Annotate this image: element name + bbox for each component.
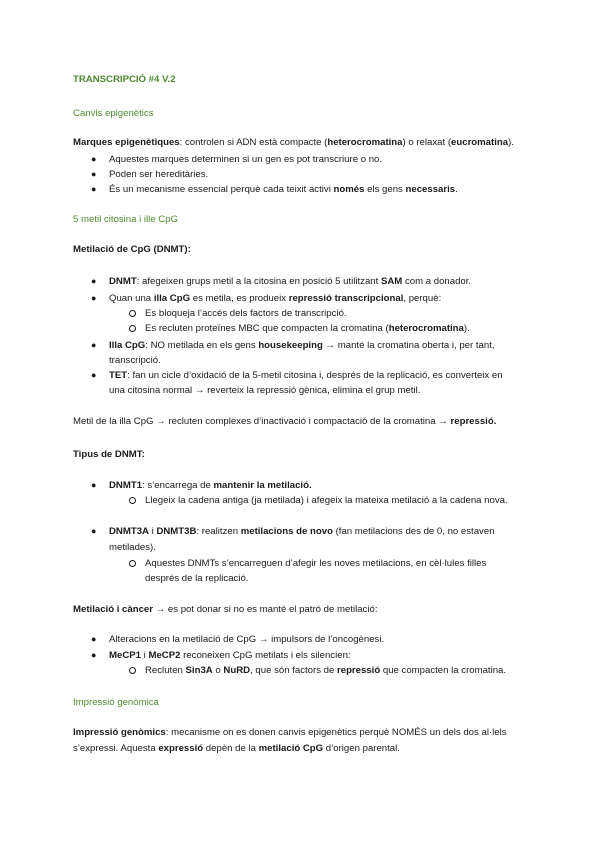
bullet-icon: ●	[91, 184, 97, 194]
dnmt-bullet-4-cont: una citosina normal → reverteix la repressió gènica, elimina el grup metil.	[109, 385, 421, 396]
cancer-sub: Recluten Sin3A o NuRD, que són factors de repressió que compacten la cromatina.	[145, 665, 507, 676]
dnmt1-sub: Llegeix la cadena antiga (ja metilada) i afegeix la mateixa metilació a la cadena nova.	[145, 495, 508, 506]
dnmt-sub-1: Es bloqueja l’accés dels factors de transcripció.	[145, 308, 347, 319]
dnmt3-sub-cont: després de la replicació.	[145, 573, 249, 584]
heading-metil: 5 metil citosina i ille CpG	[73, 214, 179, 225]
bullet-icon: ●	[91, 650, 97, 660]
illa-paragraph: Metil de la illa CpG → recluten complexes d’inactivació i compactació de la cromatina → repressió.	[73, 416, 497, 427]
bullet-icon: ●	[91, 480, 97, 490]
impressio-line-1: Impressió genòmics: mecanisme on es donen canvis epigenètics perquè NOMÉS un dels dos al·lels	[73, 727, 507, 738]
bullet-icon: ●	[91, 293, 97, 303]
bullet-icon: ●	[91, 169, 97, 179]
bullet-icon: ●	[91, 154, 97, 164]
doc-title: TRANSCRIPCIÓ #4 V.2	[73, 74, 176, 85]
bullet-icon: ●	[91, 340, 97, 350]
dnmt1-bullet: DNMT1: s’encarrega de mantenir la metilació.	[109, 480, 312, 491]
circle-bullet-icon	[129, 560, 136, 567]
impressio-line-2: s’expressi. Aquesta expressió depèn de la metilació CpG d’origen parental.	[73, 743, 400, 754]
dnmt-bullet-4: TET: fan un cicle d’oxidació de la 5-metil citosina i, després de la replicació, es converteix en	[109, 370, 503, 381]
circle-bullet-icon	[129, 325, 136, 332]
dnmt-sub-2: Es recluten proteïnes MBC que compacten la cromatina (heterocromatina).	[145, 323, 470, 334]
marques-paragraph: Marques epigenètiques: controlen si ADN està compacte (heterocromatina) o relaxat (eucromatina).	[73, 137, 514, 148]
dnmt-bullet-3-cont: transcripció.	[109, 355, 161, 366]
heading-impressio: Impressió genòmica	[73, 697, 159, 708]
dnmt3-bullet: DNMT3A i DNMT3B: realitzen metilacions de novo (fan metilacions des de 0, no estaven	[109, 526, 495, 537]
bullet-icon: ●	[91, 634, 97, 644]
dnmt-bullet-3: Illa CpG: NO metilada en els gens housekeeping → manté la cromatina oberta i, per tant,	[109, 340, 495, 351]
dnmt-bullet-1: DNMT: afegeixen grups metil a la citosina en posició 5 utilitzant SAM com a donador.	[109, 276, 472, 287]
bullet-icon: ●	[91, 370, 97, 380]
bullet-icon: ●	[91, 276, 97, 286]
marques-bullet-2: Poden ser hereditàries.	[109, 169, 209, 180]
metilacio-title: Metilació de CpG (DNMT):	[73, 244, 191, 255]
dnmt-bullet-2: Quan una illa CpG es metila, es produeix repressió transcripcional, perquè:	[109, 293, 442, 304]
heading-canvis: Canvis epigenètics	[73, 108, 154, 119]
bullet-icon: ●	[91, 526, 97, 536]
circle-bullet-icon	[129, 310, 136, 317]
circle-bullet-icon	[129, 667, 136, 674]
marques-bullet-1: Aquestes marques determinen si un gen es pot transcriure o no.	[109, 154, 383, 165]
dnmt3-bullet-cont: metilades).	[109, 542, 156, 553]
cancer-bullet-1: Alteracions en la metilació de CpG → impulsors de l’oncogènesi.	[109, 634, 385, 645]
dnmt3-sub: Aquestes DNMTs s’encarreguen d’afegir les noves metilacions, en cèl·lules filles	[145, 558, 487, 569]
cancer-paragraph: Metilació i càncer → es pot donar si no es manté el patró de metilació:	[73, 604, 378, 615]
tipus-title: Tipus de DNMT:	[73, 449, 145, 460]
marques-bullet-3: És un mecanisme essencial perquè cada teixit activi només els gens necessaris.	[109, 184, 458, 195]
cancer-bullet-2: MeCP1 i MeCP2 reconeixen CpG metilats i els silencien:	[109, 650, 351, 661]
circle-bullet-icon	[129, 497, 136, 504]
